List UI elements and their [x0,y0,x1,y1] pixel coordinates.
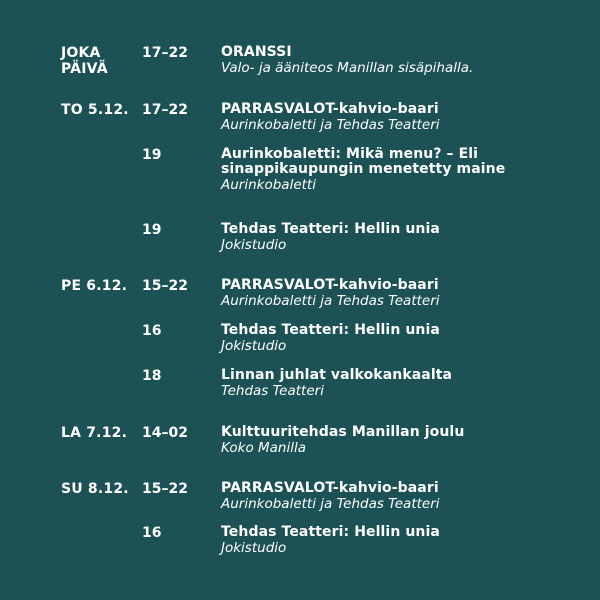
time-label: 16 [142,323,162,339]
event-info [221,425,571,456]
event-venue: Aurinkobaletti ja Tehdas Teatteri [221,117,440,133]
event-title: Tehdas Teatteri: Hellin unia [221,322,440,338]
event-venue: Jokistudio [221,338,287,354]
event-venue: Aurinkobaletti [221,177,316,193]
event-title: Aurinkobaletti: Mikä menu? – Eli sinappikaupungin menetetty maine [221,146,506,177]
event-info [221,323,571,354]
day-label: LA 7.12. [61,425,128,441]
event-info [221,147,571,193]
schedule-entry-pe-parrasvalot [0,277,600,309]
event-venue: Valo- ja ääniteos Manillan sisäpihalla. [221,60,474,76]
event-info [221,102,571,133]
time-label: 15–22 [142,481,188,497]
schedule-entry-su-hellin-unia [0,524,600,556]
event-title: Tehdas Teatteri: Hellin unia [221,221,440,237]
time-label: 19 [142,147,162,163]
time-label: 17–22 [142,45,188,61]
event-title: PARRASVALOT-kahvio-baari [221,277,439,293]
time-label: 15–22 [142,278,188,294]
event-venue: Aurinkobaletti ja Tehdas Teatteri [221,496,440,512]
time-label: 14–02 [142,425,188,441]
day-label: JOKA PÄIVÄ [61,45,108,77]
time-label: 19 [142,222,162,238]
day-label: TO 5.12. [61,102,129,118]
time-label: 16 [142,525,162,541]
event-info [221,222,571,253]
schedule-entry-pe-linnan-juhlat [0,367,600,399]
event-title: ORANSSI [221,44,292,60]
schedule-entry-pe-hellin-unia [0,322,600,354]
event-info [221,525,571,556]
event-venue: Tehdas Teatteri [221,383,324,399]
event-venue: Jokistudio [221,237,287,253]
event-title: Linnan juhlat valkokankaalta [221,367,453,383]
schedule-entry-to-aurinkobaletti [0,146,600,193]
day-label: SU 8.12. [61,481,129,497]
day-label: PE 6.12. [61,278,128,294]
event-info [221,45,571,76]
time-label: 17–22 [142,102,188,118]
time-label: 18 [142,368,162,384]
event-title: PARRASVALOT-kahvio-baari [221,480,439,496]
event-title: PARRASVALOT-kahvio-baari [221,101,439,117]
event-info [221,368,571,399]
schedule-entry-to-hellin-unia [0,221,600,253]
event-venue: Aurinkobaletti ja Tehdas Teatteri [221,293,440,309]
event-title: Tehdas Teatteri: Hellin unia [221,524,440,540]
event-title: Kulttuuritehdas Manillan joulu [221,424,465,440]
event-venue: Koko Manilla [221,440,307,456]
schedule-entry-la-manillan-joulu [0,424,600,456]
schedule-entry-daily-oranssi [0,44,600,77]
event-info [221,278,571,309]
event-info [221,481,571,512]
schedule-entry-to-parrasvalot [0,101,600,133]
schedule-entry-su-parrasvalot [0,480,600,512]
event-venue: Jokistudio [221,540,287,556]
